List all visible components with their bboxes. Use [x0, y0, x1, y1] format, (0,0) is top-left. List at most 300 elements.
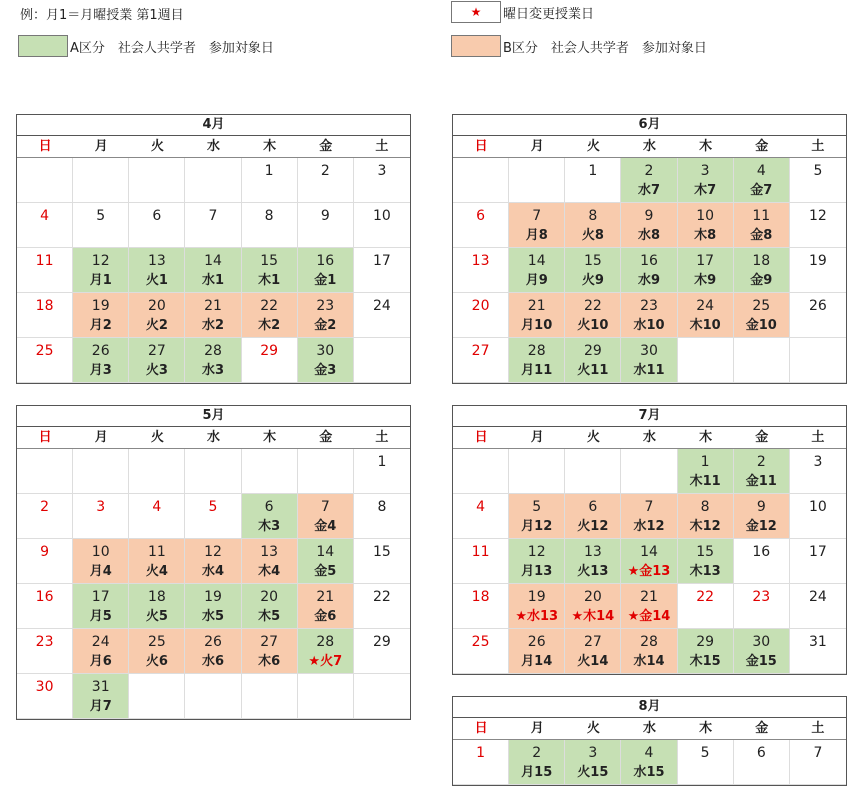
day-number: 3 [700, 163, 710, 179]
day-cell [129, 494, 185, 539]
day-cell [621, 629, 677, 674]
day-number: 25 [147, 634, 166, 650]
day-number: 17 [809, 544, 827, 560]
day-cell [185, 674, 241, 719]
class-code: 火3 [145, 363, 168, 378]
weekday-header: 金 [734, 718, 790, 740]
day-number: 22 [583, 298, 602, 314]
day-cell [17, 338, 73, 383]
day-cell [354, 203, 410, 248]
day-number: 16 [35, 589, 54, 605]
day-cell [678, 449, 734, 494]
class-code: 月8 [525, 228, 548, 243]
day-number: 11 [471, 544, 490, 560]
day-cell [621, 494, 677, 539]
day-number: 6 [756, 745, 766, 761]
day-cell [621, 293, 677, 338]
day-cell [354, 158, 410, 203]
weekday-header: 木 [242, 427, 298, 449]
class-code: 月1 [89, 273, 112, 288]
day-cell [17, 584, 73, 629]
day-number: 18 [147, 589, 166, 605]
legend-a-label: A区分 社会人共学者 参加対象日 [70, 40, 274, 56]
day-number: 7 [208, 208, 218, 224]
class-code: 水5 [201, 609, 225, 624]
day-cell [621, 449, 677, 494]
day-cell [185, 338, 241, 383]
day-number: 21 [316, 589, 335, 605]
day-number: 19 [809, 253, 827, 269]
day-number: 1 [588, 163, 598, 179]
day-cell [298, 629, 354, 674]
day-cell [354, 539, 410, 584]
class-code: 火14 [577, 654, 609, 669]
day-cell [453, 740, 509, 785]
day-cell [354, 293, 410, 338]
day-number: 6 [588, 499, 598, 515]
day-number: 18 [471, 589, 490, 605]
day-cell [734, 740, 790, 785]
class-code: 月12 [521, 519, 553, 534]
day-cell [73, 293, 129, 338]
day-cell [17, 539, 73, 584]
day-number: 15 [696, 544, 715, 560]
day-number: 30 [752, 634, 771, 650]
day-cell [242, 449, 298, 494]
day-cell [790, 338, 846, 383]
calendar-may [16, 405, 411, 720]
day-number: 29 [696, 634, 715, 650]
class-code: 月4 [89, 564, 112, 579]
day-cell [734, 338, 790, 383]
class-code: 水6 [201, 654, 225, 669]
day-number: 13 [471, 253, 490, 269]
day-number: 16 [316, 253, 335, 269]
day-cell [678, 293, 734, 338]
weekday-header: 土 [790, 136, 846, 158]
day-cell [242, 158, 298, 203]
day-number: 5 [96, 208, 106, 224]
weekday-header: 火 [129, 136, 185, 158]
calendar-july [452, 405, 847, 675]
day-number: 8 [264, 208, 274, 224]
day-number: 17 [373, 253, 391, 269]
day-cell [453, 494, 509, 539]
day-cell [621, 158, 677, 203]
day-number: 23 [752, 589, 771, 605]
class-code: 月15 [521, 765, 553, 780]
day-number: 21 [204, 298, 222, 314]
day-cell [621, 539, 677, 584]
day-cell [298, 539, 354, 584]
calendar-grid [453, 427, 846, 674]
legend-a-swatch [18, 35, 68, 57]
weekday-header: 火 [565, 427, 621, 449]
class-code: 木2 [258, 318, 281, 333]
class-code: 月5 [89, 609, 112, 624]
day-number: 26 [204, 634, 222, 650]
day-cell [509, 449, 565, 494]
day-number: 1 [377, 454, 387, 470]
day-cell [790, 740, 846, 785]
day-cell [678, 629, 734, 674]
day-number: 26 [809, 298, 827, 314]
calendar-title: 5月 [17, 406, 410, 427]
day-number: 24 [809, 589, 827, 605]
day-cell [185, 248, 241, 293]
day-cell [129, 158, 185, 203]
legend-star [451, 1, 594, 23]
day-cell [453, 629, 509, 674]
weekday-header: 木 [678, 136, 734, 158]
class-code: 金2 [314, 318, 337, 333]
day-number: 5 [700, 745, 710, 761]
class-code: 月11 [521, 363, 553, 378]
weekday-header: 土 [354, 427, 410, 449]
day-cell [565, 539, 621, 584]
day-number: 3 [96, 499, 106, 515]
weekday-header: 月 [509, 427, 565, 449]
weekday-header: 土 [790, 427, 846, 449]
day-cell [354, 338, 410, 383]
class-code: ★木14 [571, 609, 615, 624]
day-cell [453, 584, 509, 629]
day-number: 13 [583, 544, 602, 560]
class-code: 水7 [637, 183, 661, 198]
day-cell [129, 449, 185, 494]
class-code: 金10 [745, 318, 777, 333]
day-number: 28 [527, 343, 546, 359]
day-cell [453, 158, 509, 203]
class-code: ★金14 [627, 609, 671, 624]
day-cell [354, 494, 410, 539]
class-code: 火1 [145, 273, 168, 288]
day-cell [678, 203, 734, 248]
day-cell [17, 293, 73, 338]
day-number: 20 [147, 298, 166, 314]
day-cell [354, 449, 410, 494]
day-number: 26 [527, 634, 546, 650]
day-number: 18 [752, 253, 771, 269]
day-cell [129, 674, 185, 719]
class-code: ★金13 [627, 564, 671, 579]
class-code: 木11 [689, 474, 721, 489]
day-cell [129, 539, 185, 584]
day-cell [734, 584, 790, 629]
weekday-header: 日 [17, 136, 73, 158]
day-number: 13 [147, 253, 166, 269]
weekday-header: 土 [354, 136, 410, 158]
class-code: 水3 [201, 363, 225, 378]
calendar-grid [453, 718, 846, 785]
calendar-april [16, 114, 411, 384]
top-note: 例：月1＝月曜授業 第1週目 [20, 8, 184, 23]
class-code: 木5 [258, 609, 281, 624]
day-cell [298, 158, 354, 203]
day-number: 21 [640, 589, 658, 605]
day-number: 10 [809, 499, 827, 515]
class-code: 水10 [633, 318, 665, 333]
day-cell [73, 248, 129, 293]
weekday-header: 月 [73, 136, 129, 158]
day-number: 5 [813, 163, 823, 179]
class-code: 火11 [577, 363, 609, 378]
day-number: 19 [91, 298, 110, 314]
class-code: ★火7 [308, 654, 343, 669]
weekday-header: 水 [621, 427, 677, 449]
class-code: 火6 [145, 654, 168, 669]
weekday-header: 金 [298, 427, 354, 449]
day-cell [73, 539, 129, 584]
day-cell [790, 494, 846, 539]
day-cell [298, 494, 354, 539]
day-number: 3 [813, 454, 823, 470]
day-cell [734, 629, 790, 674]
calendar-grid [17, 136, 410, 383]
day-cell [621, 338, 677, 383]
day-number: 4 [476, 499, 486, 515]
day-number: 1 [476, 745, 486, 761]
day-number: 24 [373, 298, 391, 314]
day-number: 2 [756, 454, 766, 470]
weekday-header: 水 [185, 136, 241, 158]
day-cell [790, 584, 846, 629]
day-cell [790, 158, 846, 203]
day-cell [734, 449, 790, 494]
day-cell [17, 674, 73, 719]
weekday-header: 火 [565, 136, 621, 158]
day-number: 27 [471, 343, 490, 359]
class-code: 月6 [89, 654, 112, 669]
day-cell [509, 584, 565, 629]
class-code: 月3 [89, 363, 112, 378]
class-code: 金3 [314, 363, 337, 378]
class-code: 火2 [145, 318, 168, 333]
day-cell [129, 338, 185, 383]
day-number: 29 [260, 343, 279, 359]
day-cell [298, 293, 354, 338]
day-cell [453, 293, 509, 338]
day-cell [298, 449, 354, 494]
day-number: 16 [640, 253, 658, 269]
day-cell [621, 203, 677, 248]
class-code: 火15 [577, 765, 609, 780]
day-cell [790, 629, 846, 674]
class-code: 金1 [314, 273, 337, 288]
day-cell [565, 203, 621, 248]
day-number: 25 [35, 343, 54, 359]
class-code: 木6 [258, 654, 281, 669]
day-cell [354, 629, 410, 674]
day-cell [509, 158, 565, 203]
class-code: 水12 [633, 519, 665, 534]
day-number: 13 [260, 544, 279, 560]
day-cell [734, 494, 790, 539]
day-cell [678, 248, 734, 293]
day-cell [185, 584, 241, 629]
class-code: 木8 [694, 228, 717, 243]
day-cell [509, 629, 565, 674]
day-number: 10 [696, 208, 715, 224]
day-number: 11 [147, 544, 166, 560]
class-code: 金11 [745, 474, 777, 489]
day-cell [565, 629, 621, 674]
day-cell [565, 158, 621, 203]
legend-b-label: B区分 社会人共学者 参加対象日 [503, 40, 707, 56]
day-number: 1 [700, 454, 710, 470]
weekday-header: 土 [790, 718, 846, 740]
day-cell [242, 338, 298, 383]
day-cell [73, 584, 129, 629]
day-cell [790, 248, 846, 293]
day-number: 24 [696, 298, 715, 314]
class-code: 水11 [633, 363, 665, 378]
class-code: 火12 [577, 519, 609, 534]
day-number: 2 [644, 163, 654, 179]
day-cell [678, 494, 734, 539]
day-cell [298, 674, 354, 719]
day-cell [565, 449, 621, 494]
day-number: 31 [809, 634, 827, 650]
day-cell [129, 584, 185, 629]
class-code: 金7 [750, 183, 773, 198]
day-number: 22 [373, 589, 391, 605]
calendar-title: 6月 [453, 115, 846, 136]
day-cell [242, 203, 298, 248]
day-cell [354, 248, 410, 293]
class-code: 金4 [314, 519, 337, 534]
day-number: 6 [152, 208, 162, 224]
day-cell [185, 158, 241, 203]
day-cell [185, 203, 241, 248]
day-cell [73, 629, 129, 674]
day-number: 27 [147, 343, 166, 359]
class-code: 金9 [750, 273, 773, 288]
day-number: 20 [583, 589, 602, 605]
day-cell [73, 338, 129, 383]
day-number: 12 [91, 253, 110, 269]
day-cell [73, 203, 129, 248]
day-cell [565, 740, 621, 785]
day-cell [678, 338, 734, 383]
class-code: 木13 [689, 564, 721, 579]
day-number: 14 [316, 544, 335, 560]
day-cell [17, 203, 73, 248]
day-number: 7 [644, 499, 654, 515]
day-number: 5 [532, 499, 542, 515]
day-cell [565, 338, 621, 383]
class-code: 水15 [633, 765, 665, 780]
day-cell [453, 539, 509, 584]
day-cell [565, 248, 621, 293]
class-code: 水14 [633, 654, 665, 669]
day-number: 10 [91, 544, 110, 560]
class-code: 木4 [258, 564, 281, 579]
day-number: 26 [91, 343, 110, 359]
weekday-header: 日 [453, 427, 509, 449]
class-code: 月10 [521, 318, 553, 333]
day-cell [734, 539, 790, 584]
day-number: 19 [527, 589, 546, 605]
day-number: 12 [809, 208, 827, 224]
day-cell [678, 539, 734, 584]
class-code: 木9 [694, 273, 717, 288]
weekday-header: 火 [565, 718, 621, 740]
class-code: 木12 [689, 519, 721, 534]
legend-b [451, 35, 707, 57]
day-number: 25 [471, 634, 490, 650]
day-number: 11 [752, 208, 771, 224]
day-number: 22 [696, 589, 715, 605]
class-code: 水9 [637, 273, 661, 288]
day-number: 8 [700, 499, 710, 515]
day-cell [678, 158, 734, 203]
class-code: ★水13 [515, 609, 559, 624]
legend-b-swatch [451, 35, 501, 57]
day-cell [453, 449, 509, 494]
day-number: 4 [756, 163, 766, 179]
day-cell [790, 293, 846, 338]
day-number: 7 [813, 745, 823, 761]
day-cell [17, 158, 73, 203]
day-number: 16 [752, 544, 771, 560]
calendar-august [452, 696, 847, 786]
day-number: 14 [204, 253, 222, 269]
day-cell [790, 203, 846, 248]
day-number: 12 [527, 544, 546, 560]
day-cell [242, 248, 298, 293]
weekday-header: 月 [73, 427, 129, 449]
day-cell [509, 539, 565, 584]
day-cell [678, 740, 734, 785]
day-cell [790, 449, 846, 494]
day-number: 6 [264, 499, 274, 515]
day-cell [242, 674, 298, 719]
day-cell [354, 674, 410, 719]
legend-a [18, 35, 274, 57]
day-number: 23 [316, 298, 335, 314]
class-code: 金5 [314, 564, 337, 579]
day-cell [242, 584, 298, 629]
day-number: 20 [260, 589, 279, 605]
day-cell [734, 158, 790, 203]
day-number: 24 [91, 634, 110, 650]
day-number: 23 [640, 298, 658, 314]
day-cell [509, 248, 565, 293]
day-number: 27 [583, 634, 602, 650]
day-cell [734, 293, 790, 338]
day-cell [185, 449, 241, 494]
class-code: 金15 [745, 654, 777, 669]
weekday-header: 木 [678, 718, 734, 740]
day-cell [73, 494, 129, 539]
day-number: 4 [40, 208, 50, 224]
day-number: 10 [373, 208, 391, 224]
day-number: 9 [320, 208, 330, 224]
day-cell [242, 539, 298, 584]
day-number: 11 [35, 253, 54, 269]
day-number: 9 [40, 544, 50, 560]
day-number: 14 [527, 253, 546, 269]
weekday-header: 日 [17, 427, 73, 449]
day-number: 6 [476, 208, 486, 224]
class-code: 月9 [525, 273, 548, 288]
day-number: 9 [756, 499, 766, 515]
class-code: 木3 [258, 519, 281, 534]
day-cell [298, 248, 354, 293]
day-number: 25 [752, 298, 771, 314]
day-cell [73, 449, 129, 494]
